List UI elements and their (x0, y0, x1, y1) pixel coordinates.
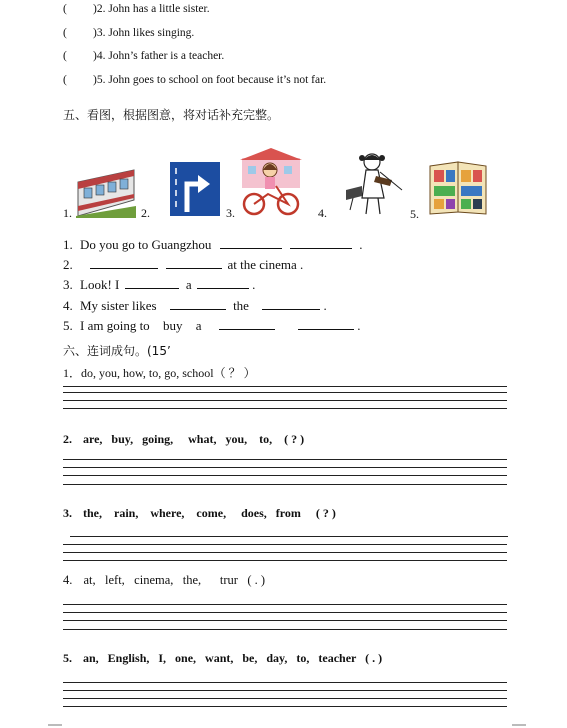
blank-field[interactable] (197, 276, 249, 289)
question-3 (63, 506, 336, 521)
answer-paren[interactable]: ( (63, 74, 67, 86)
tf-item-4 (63, 50, 224, 62)
tf-item-text: )5. John goes to school on foot because it’s not far. (93, 74, 327, 86)
blank-field[interactable] (262, 297, 320, 310)
question-text: are, buy, going, what, you, to, ( ? ) (83, 432, 305, 446)
dialog-text: . (359, 237, 363, 252)
dialog-line-5 (63, 317, 360, 334)
answer-line[interactable] (63, 484, 507, 485)
blank-field[interactable] (90, 256, 158, 269)
answer-line[interactable] (63, 706, 507, 707)
question-4 (63, 573, 265, 588)
answer-line[interactable] (63, 408, 507, 409)
answer-line[interactable] (63, 552, 507, 553)
question-number: 4. (63, 573, 73, 587)
blank-field[interactable] (220, 236, 282, 249)
question-1 (63, 364, 256, 381)
answer-line[interactable] (63, 698, 507, 699)
section-6-title: 六、连词成句。(15’ (63, 344, 171, 358)
blank-field[interactable] (290, 236, 352, 249)
dialog-number: 4. (63, 298, 73, 313)
dialog-number: 2. (63, 257, 73, 272)
dialog-line-2 (63, 256, 303, 273)
train-icon (76, 162, 136, 218)
dialog-text: I am going to (80, 318, 150, 333)
question-5 (63, 651, 382, 666)
girl-riding-bike-icon (238, 148, 304, 218)
answer-line[interactable] (63, 620, 507, 621)
dialog-number: 1. (63, 237, 73, 252)
tf-item-2 (63, 3, 210, 15)
picture-number-1: 1. (63, 206, 72, 220)
dialog-text: My sister likes (80, 298, 157, 313)
dialog-text: the (233, 298, 249, 313)
dialog-text: Do you go to Guangzhou (80, 237, 212, 252)
turn-right-sign-icon (170, 162, 220, 216)
answer-paren[interactable]: ( (63, 27, 67, 39)
answer-line[interactable] (63, 459, 507, 460)
answer-line[interactable] (63, 467, 507, 468)
answer-line[interactable] (63, 400, 507, 401)
dialog-text: buy (162, 318, 183, 333)
dialog-text: . (323, 298, 327, 313)
answer-line[interactable] (63, 629, 507, 630)
tf-item-text: )3. John likes singing. (93, 27, 195, 39)
picture-number-5: 5. (410, 207, 419, 221)
picture-number-4: 4. (318, 206, 327, 220)
answer-line[interactable] (63, 392, 507, 393)
blank-field[interactable] (298, 317, 354, 330)
dialog-text: . (252, 277, 256, 292)
page-corner-mark (512, 724, 526, 726)
dialog-line-1 (63, 236, 362, 253)
question-number: 5. (63, 651, 72, 665)
answer-line[interactable] (63, 682, 507, 683)
tf-item-5 (63, 74, 326, 86)
picture-number-2: 2. (141, 206, 150, 220)
blank-field[interactable] (125, 276, 179, 289)
dialog-text: Look! I (80, 277, 120, 292)
tf-item-3 (63, 27, 194, 39)
question-text: the, rain, where, come, does, from ( ? ) (83, 506, 336, 520)
answer-paren[interactable]: ( (63, 3, 67, 15)
dialog-number: 3. (63, 277, 73, 292)
question-number: 1． (63, 366, 82, 380)
answer-line[interactable] (63, 612, 507, 613)
answer-line[interactable] (70, 536, 508, 537)
question-text: at, left, cinema, the, trur ( . ) (83, 573, 266, 587)
answer-line[interactable] (63, 690, 507, 691)
dialog-text: at the cinema . (227, 257, 304, 272)
picture-number-3: 3. (226, 206, 235, 220)
answer-line[interactable] (63, 560, 507, 561)
answer-line[interactable] (63, 604, 507, 605)
dialog-number: 5. (63, 318, 73, 333)
dialog-text: a (185, 277, 192, 292)
blank-field[interactable] (170, 297, 226, 310)
open-book-icon (428, 158, 488, 216)
dialog-line-4 (63, 297, 327, 314)
answer-line[interactable] (63, 544, 507, 545)
dialog-text: a (195, 318, 202, 333)
dialog-text: . (357, 318, 361, 333)
girl-playing-violin-icon (340, 150, 410, 216)
blank-field[interactable] (219, 317, 275, 330)
tf-item-text: )2. John has a little sister. (93, 3, 210, 15)
question-text: an, English, I, one, want, be, day, to, teacher ( . ) (83, 651, 383, 665)
question-2 (63, 432, 304, 447)
tf-item-text: )4. John’s father is a teacher. (93, 50, 225, 62)
answer-paren[interactable]: ( (63, 50, 67, 62)
answer-line[interactable] (63, 386, 507, 387)
dialog-line-3 (63, 276, 255, 293)
section-5-title: 五、看图，根据图意，将对话补充完整。 (63, 108, 280, 122)
question-text: do, you, how, to, go, school（ ？ ） (81, 366, 256, 380)
answer-line[interactable] (63, 475, 507, 476)
question-number: 2. (63, 432, 72, 446)
page-corner-mark (48, 724, 62, 726)
question-number: 3. (63, 506, 72, 520)
blank-field[interactable] (166, 256, 222, 269)
